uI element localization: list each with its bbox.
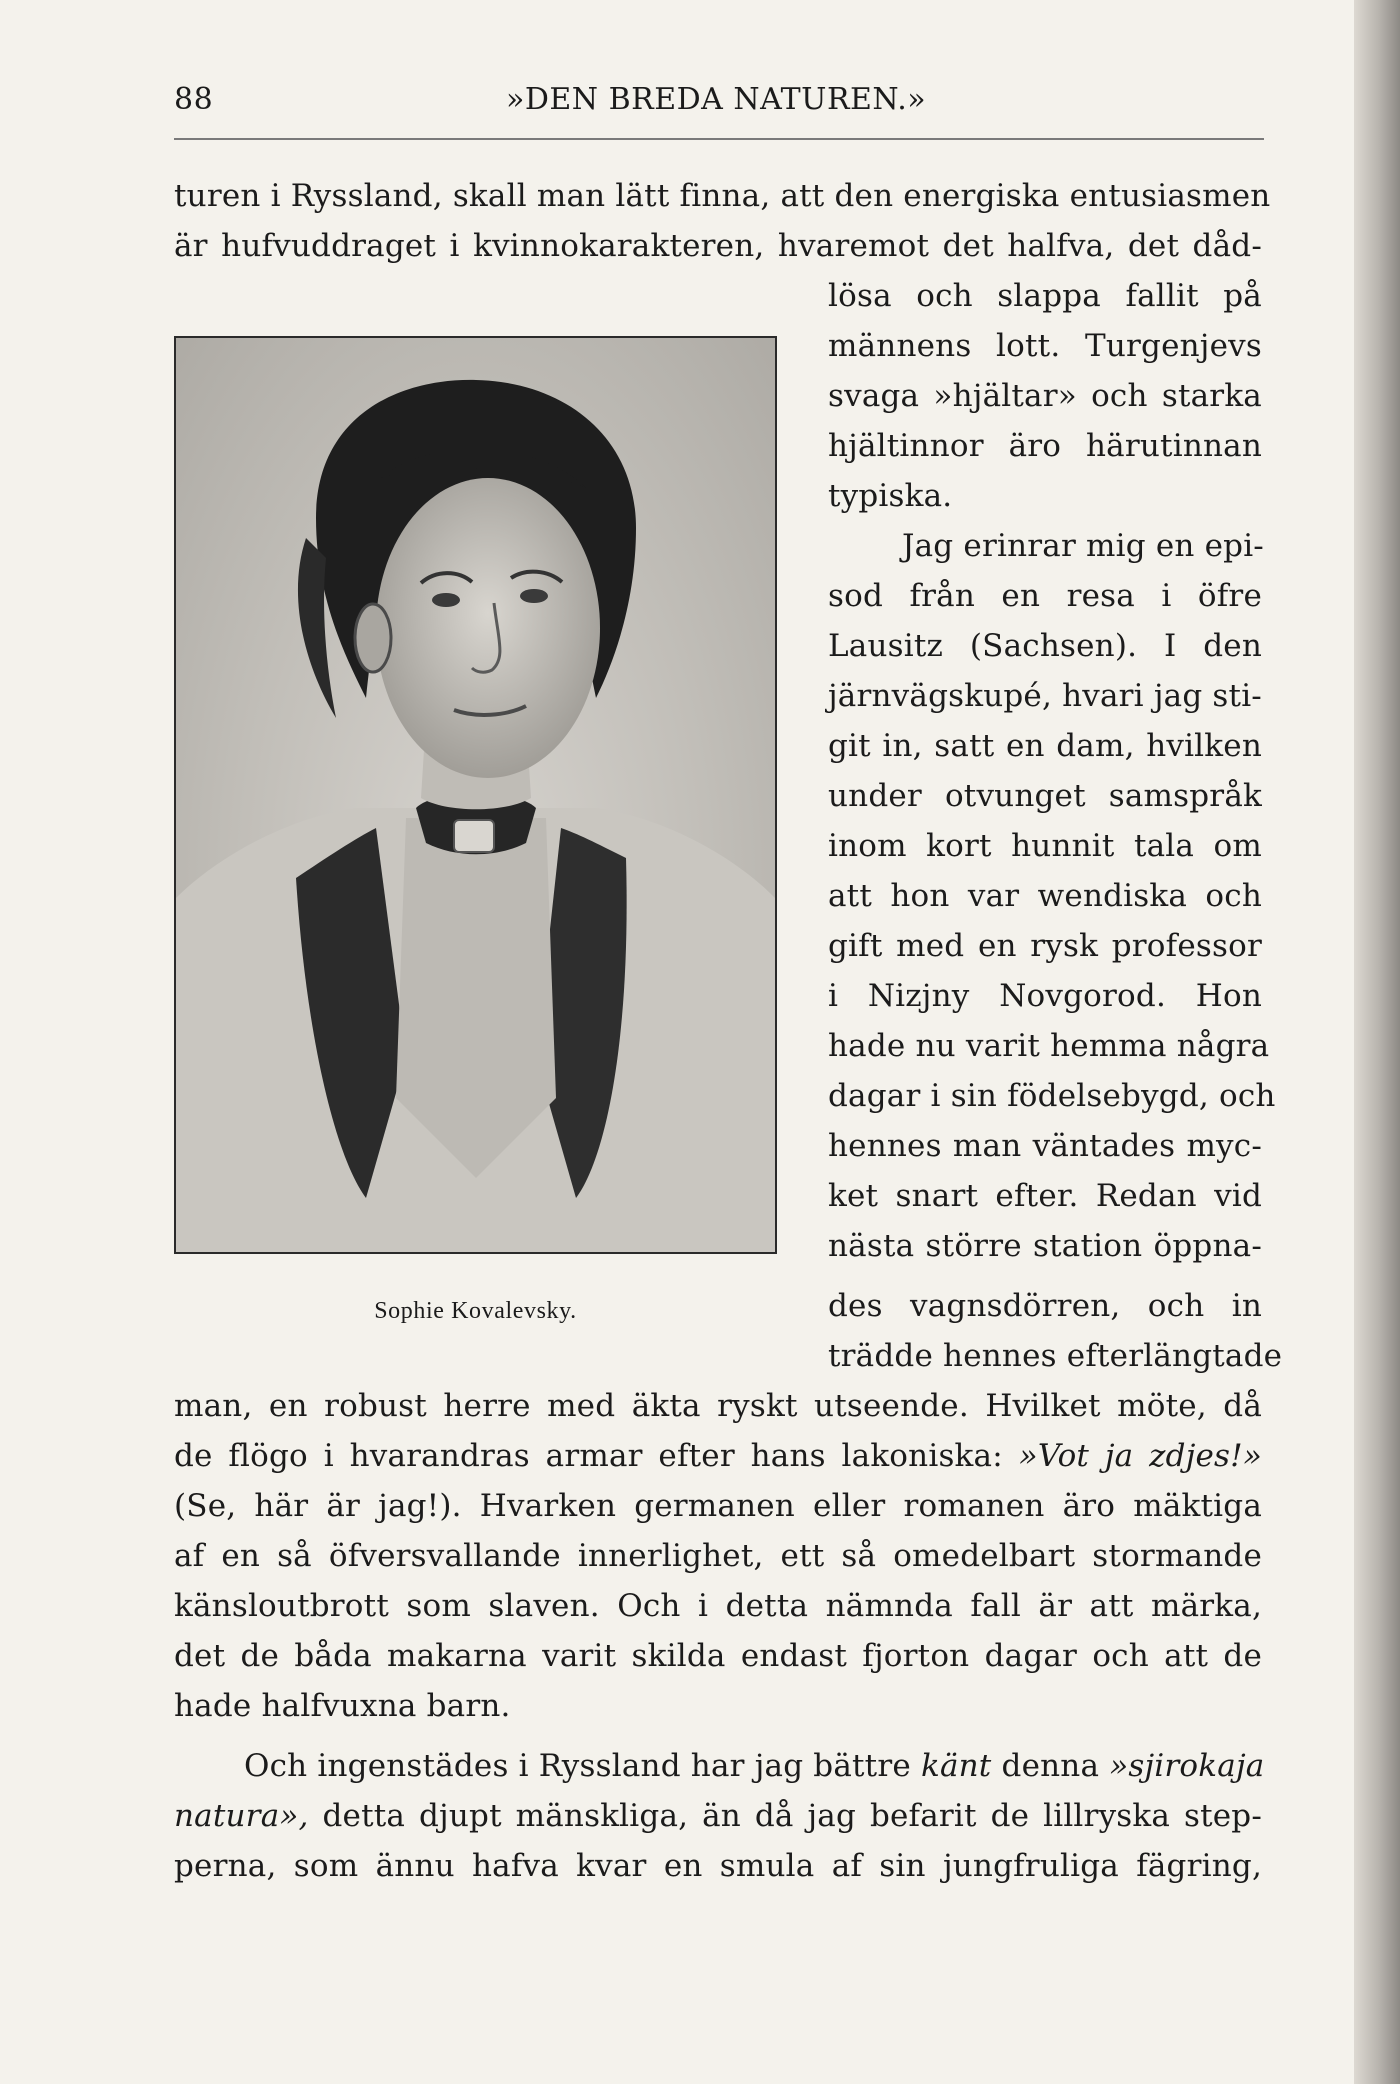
text-line: känsloutbrott som slaven. Och i detta nämnda fall är att märka,: [174, 1588, 1262, 1624]
text-line: Lausitz (Sachsen). I den: [828, 628, 1262, 664]
text-line: [174, 1796, 1262, 1836]
text-line: svaga »hjältar» och starka: [828, 378, 1262, 414]
text-line: hade halfvuxna barn.: [174, 1688, 511, 1724]
text-line: Jag erinrar mig en epi-: [902, 528, 1264, 564]
text-line: [174, 1436, 1262, 1476]
text-span: Och ingenstädes i Ryssland har jag bättre: [244, 1748, 911, 1784]
text-line: hade nu varit hemma några: [828, 1028, 1270, 1064]
header-rule: [174, 138, 1264, 140]
text-line: nästa större station öppna-: [828, 1228, 1262, 1264]
page-edge-shadow: [1354, 0, 1400, 2084]
running-header: [174, 82, 1264, 122]
portrait-engraving-icon: [176, 338, 775, 1252]
text-line: järnvägskupé, hvari jag sti-: [828, 678, 1262, 714]
text-line: man, en robust herre med äkta ryskt utseende. Hvilket möte, då: [174, 1388, 1262, 1424]
text-line: trädde hennes efterlängtade: [828, 1338, 1283, 1374]
text-line: gift med en rysk professor: [828, 928, 1262, 964]
text-line: sod från en resa i öfre: [828, 578, 1262, 614]
text-line: turen i Ryssland, skall man lätt finna, att den energiska entusiasmen: [174, 178, 1271, 214]
text-span: denna: [1001, 1748, 1100, 1784]
text-line: inom kort hunnit tala om: [828, 828, 1262, 864]
text-span: de flögo i hvarandras armar efter hans lakoniska:: [174, 1438, 1003, 1474]
figure-caption: Sophie Kovalevsky.: [374, 1298, 577, 1324]
text-line: (Se, här är jag!). Hvarken germanen eller romanen äro mäktiga: [174, 1488, 1262, 1524]
text-line: i Nizjny Novgorod. Hon: [828, 978, 1262, 1014]
text-line: männens lott. Turgenjevs: [828, 328, 1262, 364]
text-line: typiska.: [828, 478, 953, 514]
text-line: des vagnsdörren, och in: [828, 1288, 1262, 1324]
text-line: git in, satt en dam, hvilken: [828, 728, 1262, 764]
text-span: detta djupt mänskliga, än då jag befarit de lillryska step-: [322, 1798, 1262, 1834]
text-line: under otvunget samspråk: [828, 778, 1262, 814]
italic-term: natura»,: [174, 1798, 309, 1834]
text-line: lösa och slappa fallit på: [828, 278, 1262, 314]
page-number: 88: [174, 82, 214, 117]
text-line: dagar i sin födelsebygd, och: [828, 1078, 1276, 1114]
italic-word: känt: [920, 1748, 992, 1784]
text-line: är hufvuddraget i kvinnokarakteren, hvaremot det halfva, det dåd-: [174, 228, 1262, 264]
text-line: hjältinnor äro härutinnan: [828, 428, 1262, 464]
text-line: ket snart efter. Redan vid: [828, 1178, 1262, 1214]
text-line: det de båda makarna varit skilda endast fjorton dagar och att de: [174, 1638, 1262, 1674]
running-title: »DEN BREDA NATUREN.»: [506, 82, 927, 117]
text-line: perna, som ännu hafva kvar en smula af sin jungfruliga fägring,: [174, 1848, 1262, 1884]
text-line: af en så öfversvallande innerlighet, ett så omedelbart stormande: [174, 1538, 1262, 1574]
text-line: hennes man väntades myc-: [828, 1128, 1262, 1164]
italic-quote: »Vot ja zdjes!»: [1018, 1438, 1262, 1474]
text-line: att hon var wendiska och: [828, 878, 1262, 914]
italic-term: »sjirokaja: [1109, 1748, 1265, 1784]
text-line: [244, 1746, 1265, 1786]
portrait-figure: [174, 336, 777, 1254]
